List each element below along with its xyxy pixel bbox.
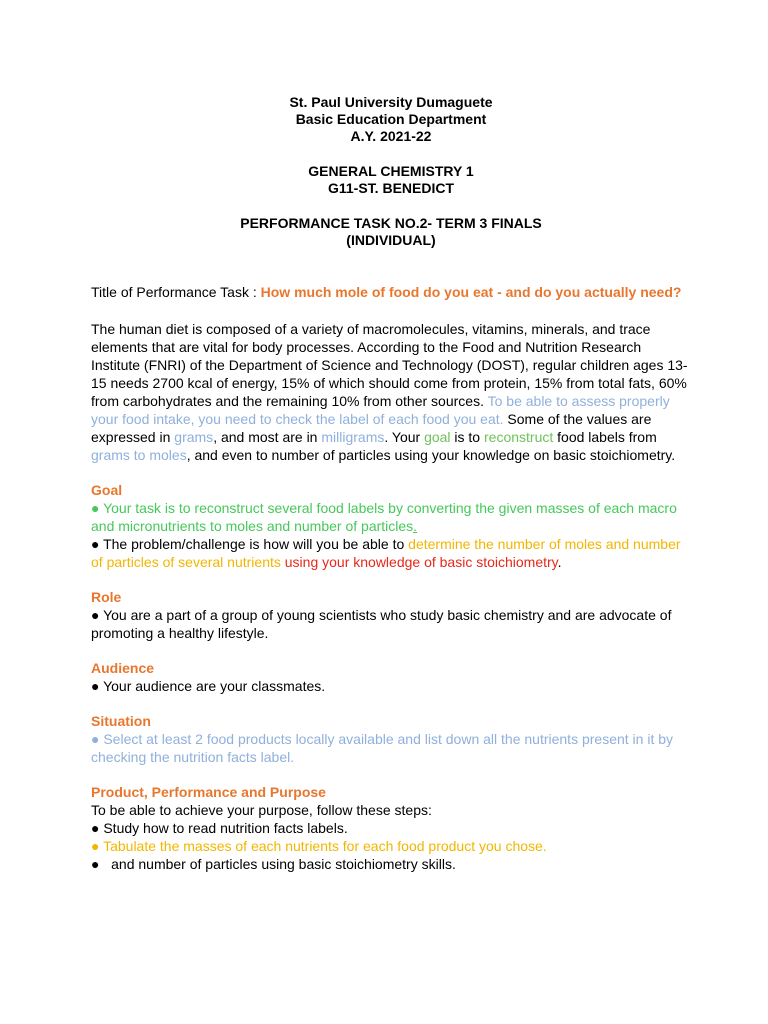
goal-bullet-2-text: ● The problem/challenge is how will you be able to [91,536,409,552]
task-block [91,215,691,249]
goal-bullet-2-highlight: determine the number of moles and number of particles of several nutrients [91,536,681,570]
goal-bullet-2-emphasis: using your knowledge of basic stoichiometry [280,554,558,570]
product-bullet-3: ● and number of particles using basic stoichiometry skills. [91,856,456,872]
intro-highlight-goal: goal [424,429,451,445]
goal-section [91,481,691,571]
product-bullet-2: ● Tabulate the masses of each nutrients for each food product you chose. [91,838,547,854]
intro-highlight-check-label: To be able to assess properly your food intake, you need to check the label of each food you eat. [91,393,670,427]
section-name: G11-ST. BENEDICT [327,180,455,196]
document-header [91,94,691,249]
intro-text-1: The human diet is composed of a variety of macromolecules, vitamins, minerals, and trace elements that are vital for body processes. According to the Food and Nutrition Research Institute (FNRI) of the Department of Science and Technology (DOST), regular children ages 13-15 needs 2700 kcal of energy, 15% of which should come from protein, 15% from total fats, 60% from carbohydrates and the remaining 10% from other sources. [91,321,688,409]
role-bullet-1: ● You are a part of a group of young scientists who study basic chemistry and are advocate of promoting a healthy lifestyle. [91,607,672,641]
course-block [91,163,691,197]
product-intro: To be able to achieve your purpose, follow these steps: [91,802,432,818]
intro-highlight-grams-to-moles: grams to moles [91,447,187,463]
product-heading: Product, Performance and Purpose [91,784,326,800]
title-label: Title of Performance Task : [91,284,261,300]
intro-paragraph [91,320,691,464]
intro-highlight-milligrams: milligrams [321,429,385,445]
goal-bullet-1 [91,499,691,535]
product-section [91,783,691,873]
school-name: St. Paul University Dumaguete [289,94,493,110]
goal-bullet-2-end: . [557,554,562,570]
course-name: GENERAL CHEMISTRY 1 [308,163,474,179]
role-section [91,588,691,642]
goal-bullet-1-end: . [413,518,418,534]
performance-task-title [91,283,691,302]
task-number: PERFORMANCE TASK NO.2- TERM 3 FINALS [240,215,542,231]
situation-bullet-1: ● Select at least 2 food products locally available and list down all the nutrients present in it by checking the nutrition facts label. [91,731,674,765]
intro-text-3: , and most are in [213,429,322,445]
intro-text-2: Some of the values are expressed in [91,411,652,445]
intro-text-7: , and even to number of particles using your knowledge on basic stoichiometry. [186,447,676,463]
intro-highlight-reconstruct: reconstruct [484,429,554,445]
intro-text-5: is to [450,429,484,445]
intro-highlight-grams: grams [174,429,214,445]
goal-heading: Goal [91,482,123,498]
task-type: (INDIVIDUAL) [346,232,436,248]
audience-bullet-1: ● Your audience are your classmates. [91,678,326,694]
department-name: Basic Education Department [295,111,487,127]
audience-section [91,659,691,695]
goal-bullet-1-text: ● Your task is to reconstruct several food labels by converting the given masses of each macro and micronutrients to moles and number of particles [91,500,677,534]
document-body [91,94,691,873]
title-text: How much mole of food do you eat - and do you actually need? [260,284,682,300]
intro-text-4: . Your [384,429,425,445]
product-bullet-1: ● Study how to read nutrition facts labels. [91,820,348,836]
academic-year: A.Y. 2021-22 [350,128,432,144]
goal-bullet-2 [91,535,691,571]
situation-section [91,712,691,766]
situation-heading: Situation [91,713,151,729]
role-heading: Role [91,589,122,605]
audience-heading: Audience [91,660,155,676]
institution-block [91,94,691,145]
intro-text-6: food labels from [553,429,657,445]
